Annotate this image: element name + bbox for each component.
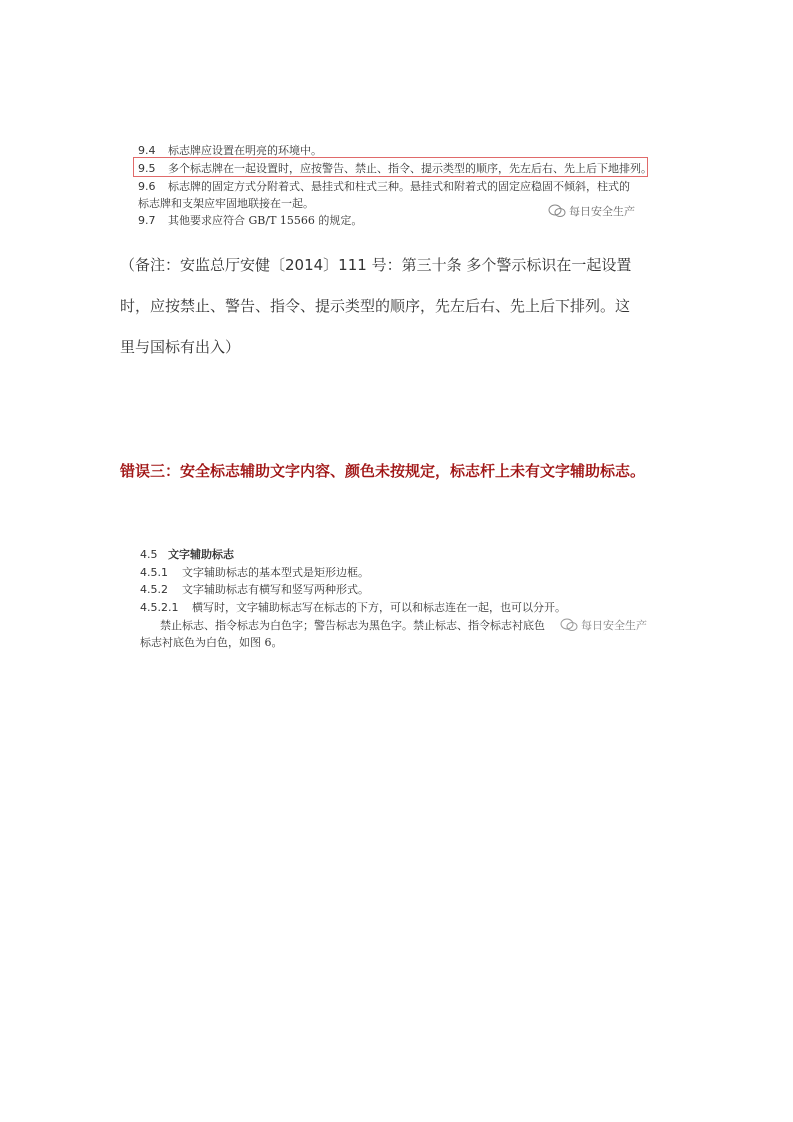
error-heading: 错误三：安全标志辅助文字内容、颜色未按规定，标志杆上未有文字辅助标志。	[120, 462, 646, 480]
clause-text: 禁止标志、指令标志为白色字；警告标志为黑色字。禁止标志、指令标志衬底色	[160, 619, 545, 632]
note-paragraph	[120, 250, 680, 360]
highlight-box	[133, 157, 648, 177]
note-line: 里与国标有出入）	[120, 338, 241, 356]
clause-text: 多个标志牌在一起设置时，应按警告、禁止、指令、提示类型的顺序，先左后右、先上后下地排列。	[168, 162, 652, 175]
clause-number: 9.6	[138, 180, 156, 193]
spec-line-4-5-1	[140, 564, 369, 580]
spec-line-9-6-cont	[138, 195, 314, 211]
clause-text: 横写时，文字辅助标志写在标志的下方，可以和标志连在一起，也可以分开。	[192, 601, 566, 614]
clause-number: 9.4	[138, 144, 156, 157]
clause-text: 其他要求应符合 GB/T 15566 的规定。	[168, 214, 363, 227]
watermark-text: 每日安全生产	[569, 205, 635, 218]
wechat-icon	[548, 204, 566, 218]
clause-number: 9.7	[138, 214, 156, 227]
clause-number: 4.5.1	[140, 566, 168, 579]
clause-number: 4.5.2	[140, 583, 168, 596]
spec-line-4-5-2-1	[140, 599, 566, 615]
clause-text: 文字辅助标志的基本型式是矩形边框。	[182, 566, 369, 579]
note-line: （备注：安监总厅安健〔2014〕111 号：第三十条 多个警示标识在一起设置	[120, 256, 632, 274]
watermark-text: 每日安全生产	[581, 619, 647, 632]
clause-number: 9.5	[138, 162, 156, 175]
spec-line-4-5-2-1-cont2	[140, 634, 283, 650]
spec-line-4-5-2	[140, 581, 369, 597]
clause-text: 标志牌应设置在明亮的环境中。	[168, 144, 322, 157]
clause-text: 文字辅助标志有横写和竖写两种形式。	[182, 583, 369, 596]
spec-excerpt-4-5	[140, 546, 680, 656]
watermark	[548, 203, 635, 219]
clause-number: 4.5	[140, 548, 158, 561]
clause-text: 标志牌的固定方式分附着式、悬挂式和柱式三种。悬挂式和附着式的固定应稳固不倾斜，柱式的	[168, 180, 630, 193]
spec-line-4-5-2-1-cont	[160, 617, 545, 633]
clause-text: 标志牌和支架应牢固地联接在一起。	[138, 197, 314, 210]
clause-text: 标志衬底色为白色，如图 6。	[140, 636, 283, 649]
note-line: 时，应按禁止、警告、指令、提示类型的顺序，先左后右、先上后下排列。这	[120, 297, 631, 315]
watermark-overlay	[560, 617, 647, 633]
spec-line-9-6	[138, 178, 630, 194]
wechat-icon	[560, 618, 578, 632]
spec-line-9-4	[138, 142, 322, 158]
spec-line-9-7	[138, 212, 362, 228]
spec-line-4-5	[140, 546, 234, 562]
clause-number: 4.5.2.1	[140, 601, 179, 614]
clause-heading: 文字辅助标志	[168, 548, 234, 561]
